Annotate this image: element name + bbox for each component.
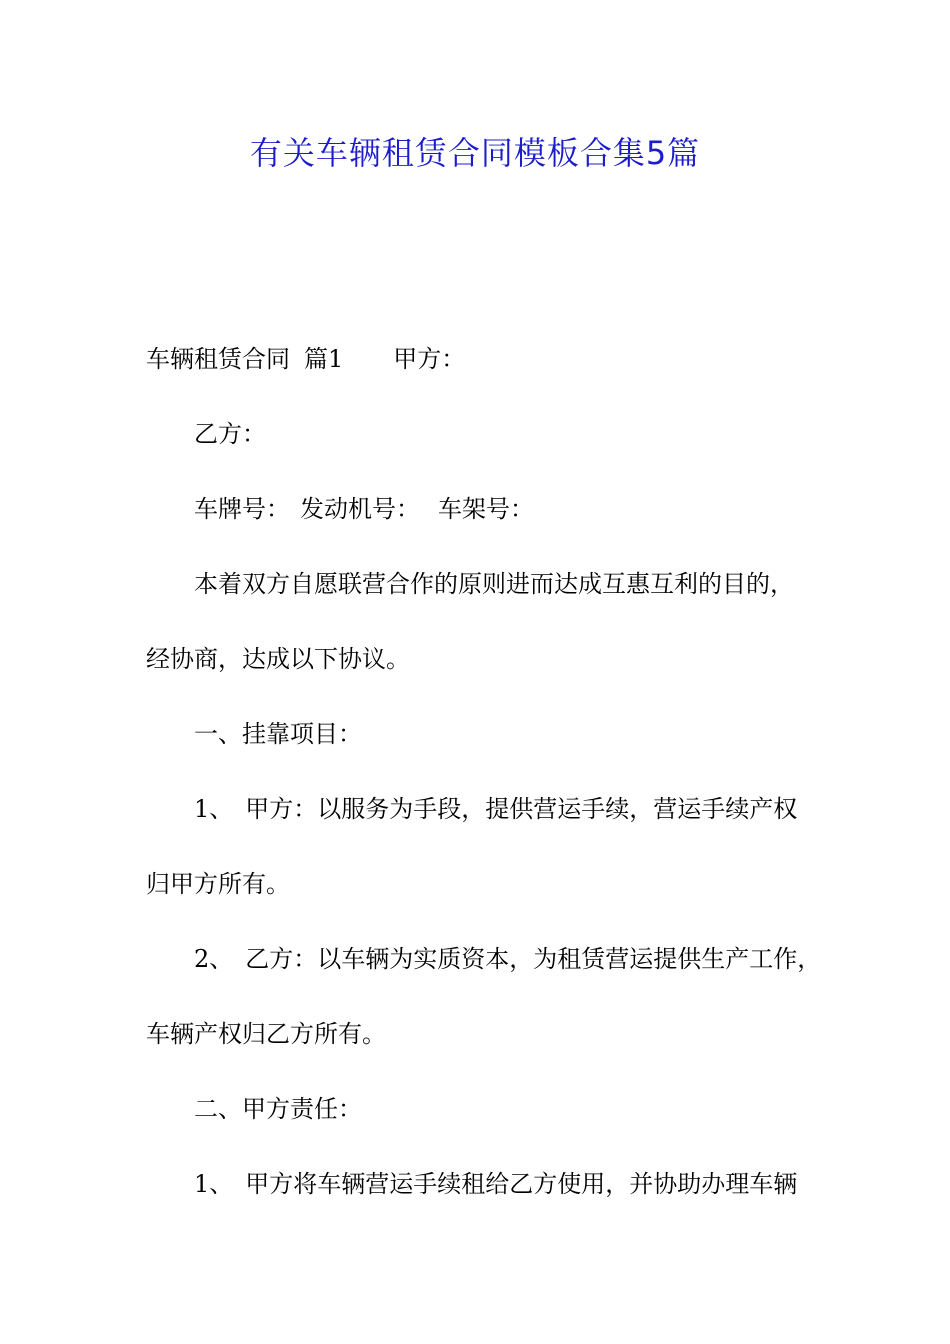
item-1-line-2: 归甲方所有。	[146, 870, 290, 898]
item-3-text: 甲方将车辆营运手续租给乙方使用，并协助办理车辆	[245, 1170, 798, 1198]
section-1-heading: 一、挂靠项目：	[194, 720, 362, 748]
item-1-line-1	[194, 791, 797, 827]
document-title: 有关车辆租赁合同模板合集5篇	[249, 134, 701, 172]
vehicle-fields-line	[194, 491, 534, 527]
party-b-label: 乙方：	[194, 420, 266, 448]
item-3-line-1	[194, 1166, 797, 1202]
item-2-line-1	[194, 941, 821, 977]
engine-number-label: 发动机号：	[300, 495, 420, 523]
party-a-label: 甲方：	[393, 345, 466, 373]
contract-number: 篇1	[304, 345, 344, 373]
intro-paragraph-line-1: 本着双方自愿联营合作的原则进而达成互惠互利的目的，	[194, 570, 794, 598]
contract-name: 车辆租赁合同	[146, 345, 290, 373]
section-2-heading: 二、甲方责任：	[194, 1095, 362, 1123]
item-3-number: 1、	[194, 1170, 234, 1198]
item-2-text: 乙方：以车辆为实质资本，为租赁营运提供生产工作，	[245, 945, 822, 973]
item-1-number: 1、	[194, 795, 234, 823]
frame-number-label: 车架号：	[438, 495, 534, 523]
item-1-text: 甲方：以服务为手段，提供营运手续，营运手续产权	[245, 795, 798, 823]
item-2-line-2: 车辆产权归乙方所有。	[146, 1020, 386, 1048]
contract-header-line	[146, 341, 465, 377]
item-2-number: 2、	[194, 945, 234, 973]
plate-number-label: 车牌号：	[194, 495, 290, 523]
intro-paragraph-line-2: 经协商，达成以下协议。	[146, 645, 410, 673]
